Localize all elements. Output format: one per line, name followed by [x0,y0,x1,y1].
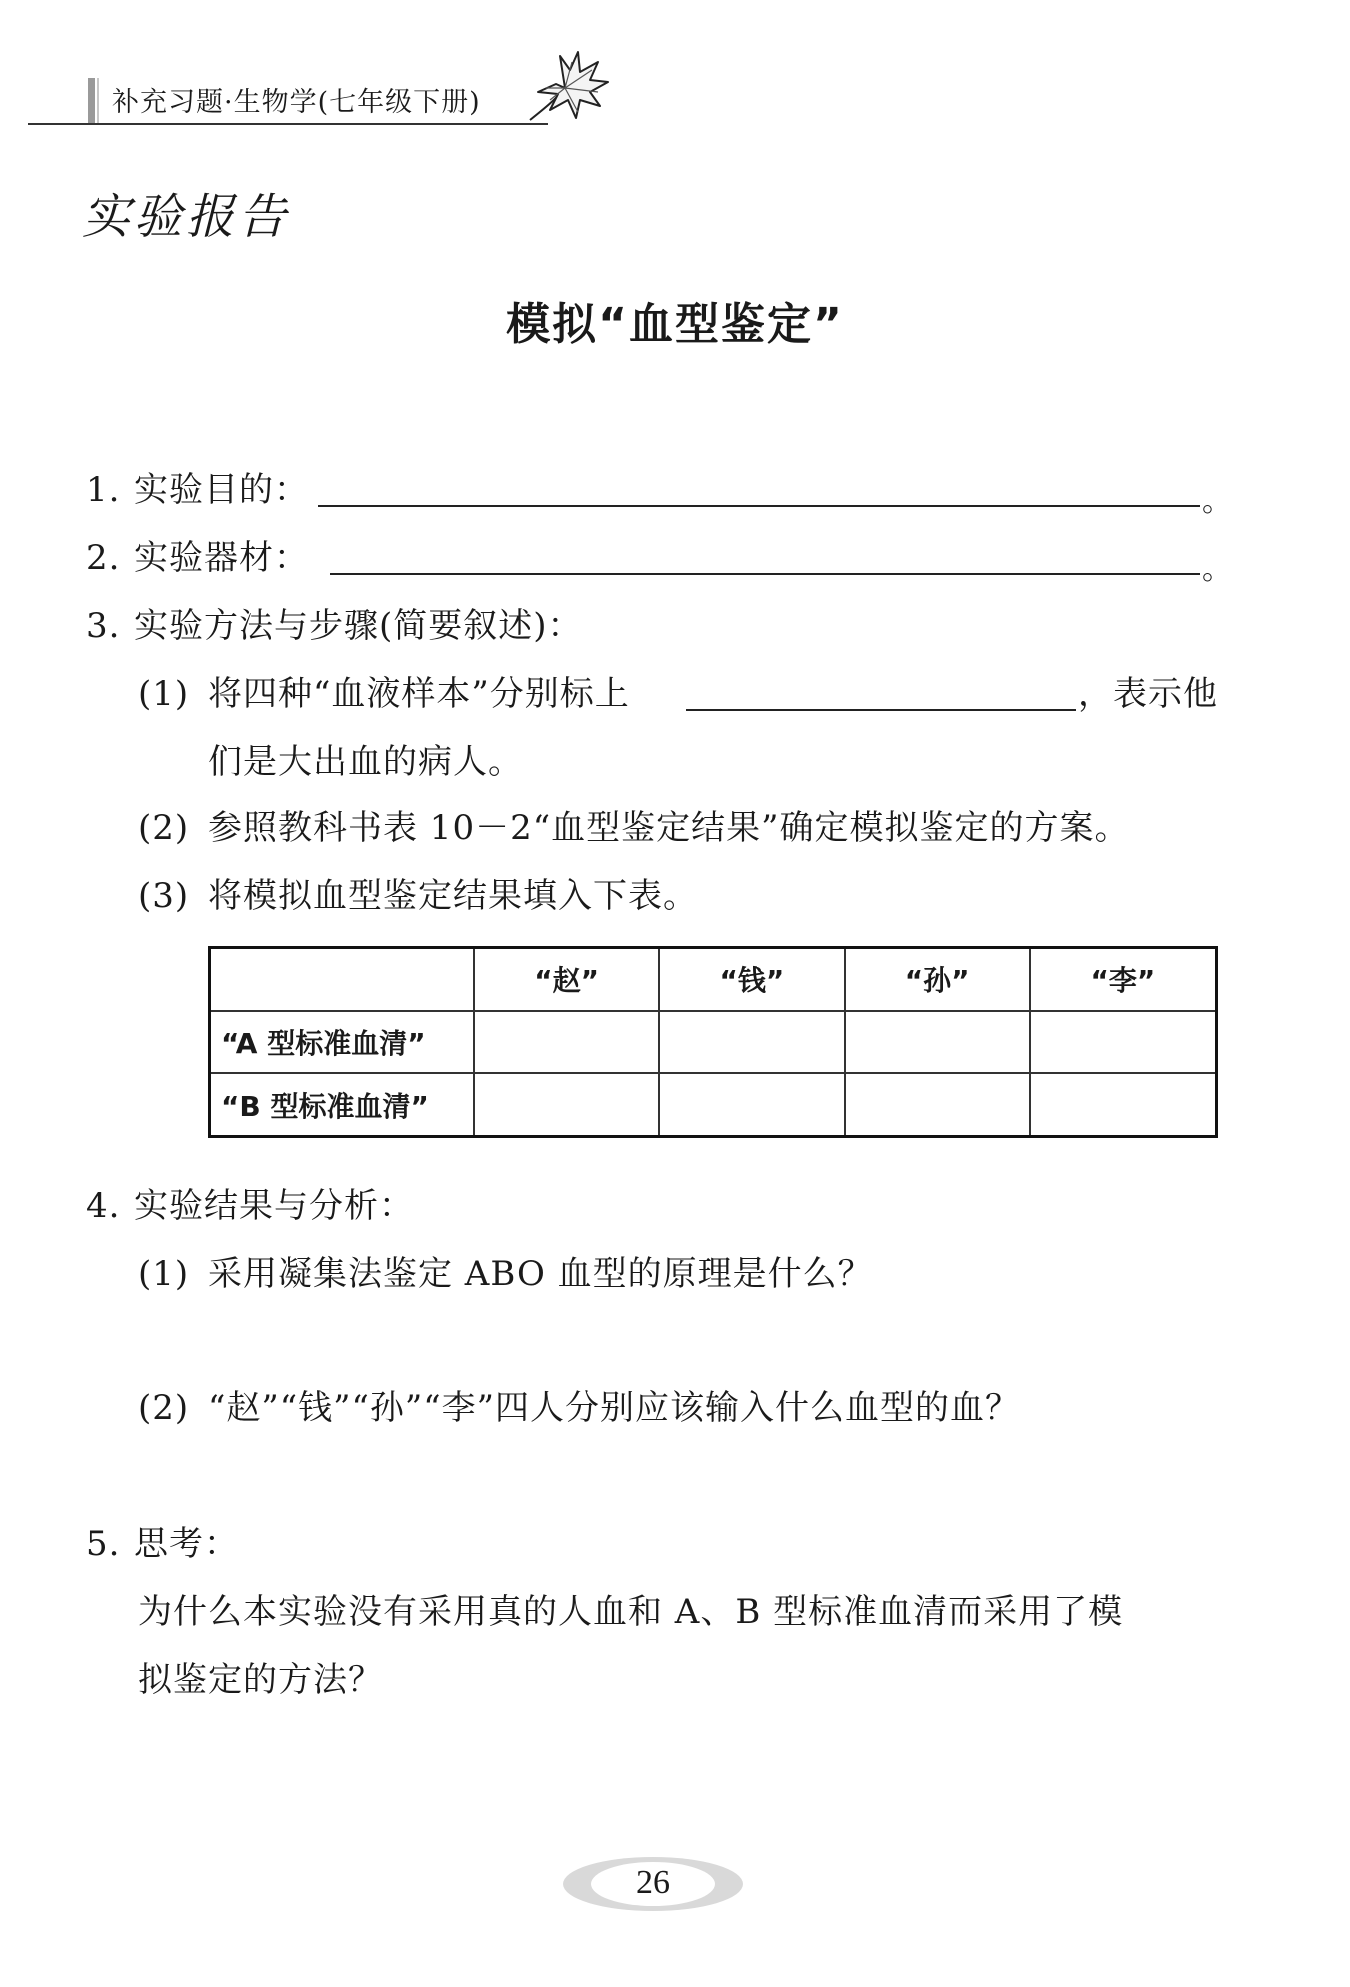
item-1 [86,462,309,511]
item-text: 实验目的： [134,470,309,510]
leaf-icon [520,48,610,128]
result-table [208,946,1218,1138]
question-2 [138,1380,1020,1429]
end-mark: 。 [1202,552,1232,587]
item-text: 实验结果与分析： [134,1186,414,1226]
think-text-2: 拟鉴定的方法？ [138,1660,383,1700]
item-5 [86,1516,239,1565]
step-number: (1) [138,674,190,714]
table-cell[interactable] [1030,1073,1217,1136]
table-row [210,1073,1217,1136]
question-text: “赵”“钱”“孙”“李”四人分别应该输入什么血型的血？ [208,1388,1021,1428]
step-3 [138,868,698,917]
step-text: 参照教科书表 10－2“血型鉴定结果”确定模拟鉴定的方案。 [208,808,1130,848]
answer-line[interactable] [318,505,1200,507]
step-1-cont2: 们是大出血的病人。 [208,742,523,782]
step-1-cont: ，表示他 [1078,674,1218,714]
header-bar-thin [97,78,99,124]
row-label: “A 型标准血清” [210,1011,475,1074]
page-number: 26 [636,1864,670,1901]
item-number: 1. [86,470,121,510]
step-1 [138,666,630,715]
step-number: (2) [138,808,190,848]
item-2 [86,530,309,579]
think-text-1: 为什么本实验没有采用真的人血和 A、B 型标准血清而采用了模 [138,1592,1124,1632]
table-header-cell: “孙” [845,948,1030,1011]
step-text: 将四种“血液样本”分别标上 [208,674,630,714]
table-cell[interactable] [659,1073,844,1136]
item-text: 实验器材： [134,538,309,578]
table-header-cell: “钱” [659,948,844,1011]
question-number: (1) [138,1254,190,1294]
row-label: “B 型标准血清” [210,1073,475,1136]
header-title: 补充习题·生物学(七年级下册) [112,87,481,118]
table-cell[interactable] [845,1011,1030,1074]
header-bar [88,78,95,124]
question-number: (2) [138,1388,190,1428]
table-cell[interactable] [474,1011,659,1074]
question-text: 采用凝集法鉴定 ABO 血型的原理是什么？ [208,1254,873,1294]
item-4 [86,1178,414,1227]
answer-line[interactable] [686,709,1076,711]
table-row [210,1011,1217,1074]
table-header-cell: “赵” [474,948,659,1011]
table-header-cell: “李” [1030,948,1217,1011]
header-rule [28,123,548,125]
table-cell[interactable] [1030,1011,1217,1074]
step-2 [138,800,1129,849]
answer-line[interactable] [330,573,1200,575]
end-mark: 。 [1202,484,1232,519]
step-number: (3) [138,876,190,916]
item-number: 5. [86,1524,121,1564]
item-text: 实验方法与步骤(简要叙述)： [134,606,583,646]
item-number: 2. [86,538,121,578]
item-text: 思考： [134,1524,239,1564]
step-text: 将模拟血型鉴定结果填入下表。 [208,876,698,916]
table-header-row [210,948,1217,1011]
table-cell[interactable] [845,1073,1030,1136]
table-cell[interactable] [659,1011,844,1074]
question-1 [138,1246,873,1295]
item-3 [86,598,583,647]
section-label: 实验报告 [82,189,291,245]
table-cell[interactable] [474,1073,659,1136]
item-number: 4. [86,1186,121,1226]
report-title: 模拟“血型鉴定” [506,299,844,350]
item-number: 3. [86,606,121,646]
table-header-cell [210,948,475,1011]
